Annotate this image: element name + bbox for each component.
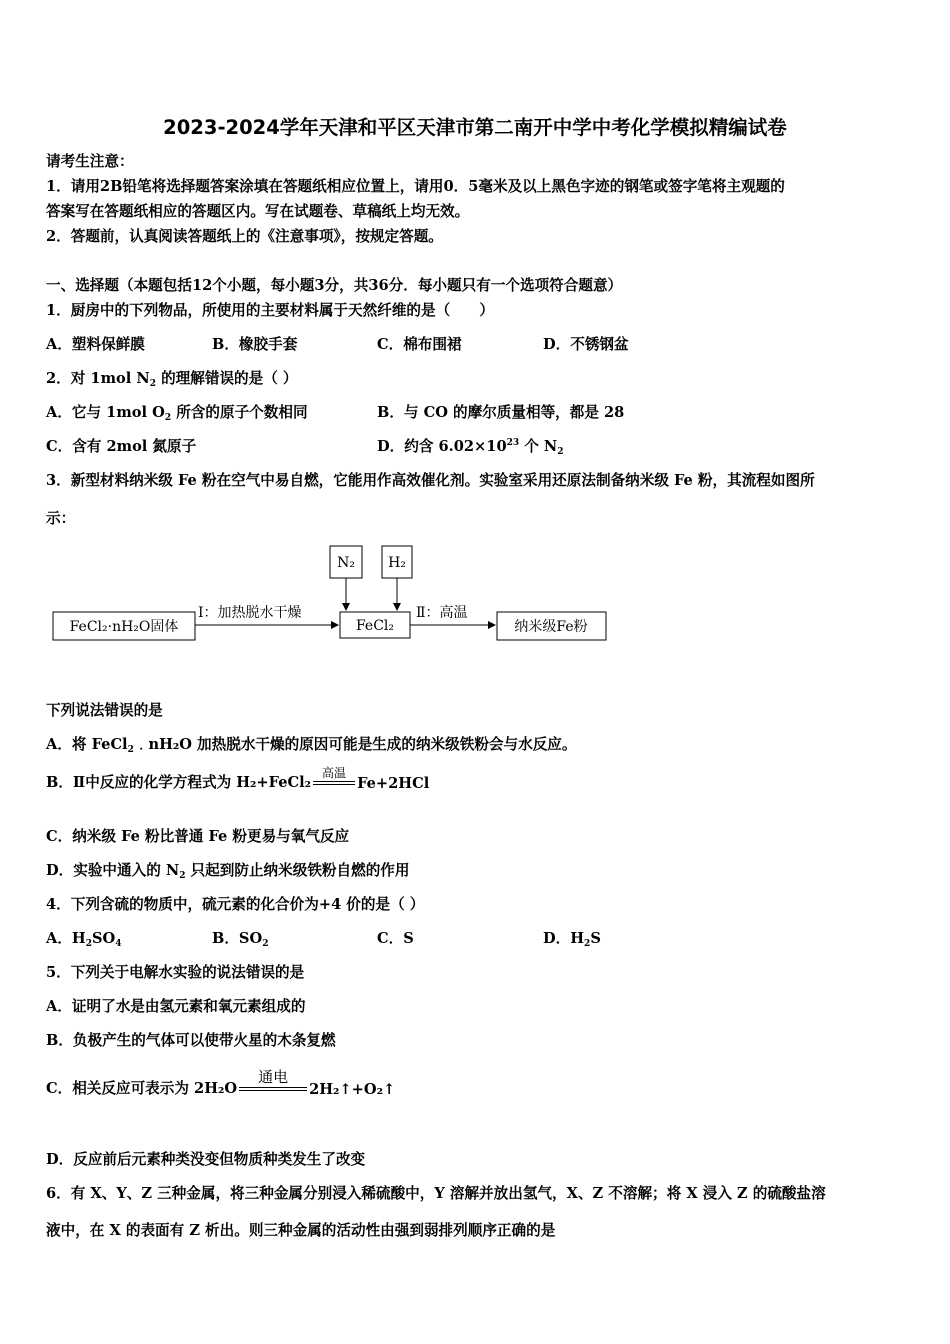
gas-h2-label: H₂: [388, 555, 406, 571]
q5-option-c: [46, 1066, 395, 1098]
q5-option-d: D．反应前后元素种类没变但物质种类发生了改变: [46, 1151, 366, 1168]
box-mid-label: FeCl₂: [355, 618, 395, 634]
q6-stem-a: 6．有 X、Y、Z 三种金属，将三种金属分别浸入稀硫酸中，Y 溶解并放出氢气，X、Z 不溶解；将 X 浸入 Z 的硫酸盐溶: [46, 1185, 826, 1202]
q4-option-d: D．$H_2S$: [543, 930, 601, 949]
q3-option-c: C．纳米级 Fe 粉比普通 Fe 粉更易与氧气反应: [46, 828, 350, 845]
box-start-label: FeCl₂·nH₂O固体: [69, 619, 179, 635]
gas-n2-label: N₂: [337, 555, 355, 571]
q1-stem: 1．厨房中的下列物品，所使用的主要材料属于天然纤维的是（ ）: [46, 302, 494, 319]
q2-option-d: D．约含 $6.02\times 10^{23}$ 个 $N_2$: [377, 438, 564, 457]
q3-option-b-rhs: Fe+2HCl: [357, 775, 430, 792]
arrowhead-h2: [393, 603, 401, 611]
q3-stem-b: 示：: [46, 510, 76, 527]
q4-option-a: A．$H_2SO_4$: [46, 930, 122, 949]
q1-option-a: A．塑料保鲜膜: [46, 336, 145, 353]
q3-option-a: A．将 FeCl$_2$﹒nH₂O 加热脱水干燥的原因可能是生成的纳米级铁粉会与水反应。: [46, 736, 577, 755]
notice-heading: 请考生注意：: [46, 153, 134, 170]
q6-stem-b: 液中，在 X 的表面有 Z 析出。则三种金属的活动性由强到弱排列顺序正确的是: [46, 1222, 556, 1239]
arrowhead-step2: [488, 621, 496, 629]
q1-option-c: C．棉布围裙: [377, 336, 462, 353]
process-flow-diagram: [48, 540, 618, 650]
q1-option-d: D．不锈钢盆: [543, 336, 629, 353]
q2-option-b: B．与 CO 的摩尔质量相等，都是 28: [377, 404, 625, 421]
notice-item-2: 2．答题前，认真阅读答题纸上的《注意事项》，按规定答题。: [46, 228, 443, 245]
q5-option-b: B．负极产生的气体可以使带火星的木条复燃: [46, 1032, 336, 1049]
q3-option-d: D．实验中通入的 $N_2$ 只起到防止纳米级铁粉自燃的作用: [46, 862, 410, 881]
arrowhead-n2: [342, 603, 350, 611]
q5-option-c-lhs: C．相关反应可表示为 2H₂O: [46, 1080, 238, 1097]
q1-option-b: B．橡胶手套: [212, 336, 298, 353]
q2-option-c: C．含有 2mol 氮原子: [46, 438, 197, 455]
notice-item-1a: 1．请用2B铅笔将选择题答案涂填在答题纸相应位置上，请用0．5毫米及以上黑色字迹的钢笔或签字笔将主观题的: [46, 178, 785, 195]
q2-option-a: A．它与 1mol $O_2$ 所含的原子个数相同: [46, 404, 308, 423]
reaction-condition-high-temp: 高温: [313, 764, 355, 785]
arrowhead-step1: [331, 621, 339, 629]
reaction-condition-electrolysis: 通电: [239, 1066, 307, 1091]
q4-stem: 4．下列含硫的物质中，硫元素的化合价为+4 价的是（ ）: [46, 896, 425, 913]
section-heading: 一、选择题（本题包括12个小题，每小题3分，共36分．每小题只有一个选项符合题意）: [46, 277, 623, 294]
q4-option-c: C．S: [377, 930, 414, 947]
q5-option-a: A．证明了水是由氢元素和氧元素组成的: [46, 998, 306, 1015]
step2-label: Ⅱ：高温: [416, 605, 468, 621]
q2-stem: 2．对 1mol $N_2$ 的理解错误的是（ ）: [46, 370, 298, 389]
q5-stem: 5．下列关于电解水实验的说法错误的是: [46, 964, 305, 981]
q3-stem-a: 3．新型材料纳米级 Fe 粉在空气中易自燃，它能用作高效催化剂。实验室采用还原法制备纳米级 Fe 粉，其流程如图所: [46, 472, 815, 489]
q4-option-b: B．$SO_2$: [212, 930, 269, 949]
q3-option-b-lhs: B．Ⅱ中反应的化学方程式为 H₂+FeCl₂: [46, 774, 312, 791]
box-end-label: 纳米级Fe粉: [514, 619, 588, 635]
q3-question: 下列说法错误的是: [46, 702, 163, 719]
q5-option-c-rhs: 2H₂↑+O₂↑: [309, 1081, 396, 1098]
q3-option-b: [46, 764, 429, 792]
notice-item-1b: 答案写在答题纸相应的答题区内。写在试题卷、草稿纸上均无效。: [46, 203, 470, 220]
step1-label: Ⅰ：加热脱水干燥: [198, 605, 302, 621]
page-title: 2023-2024学年天津和平区天津市第二南开中学中考化学模拟精编试卷: [163, 116, 787, 139]
